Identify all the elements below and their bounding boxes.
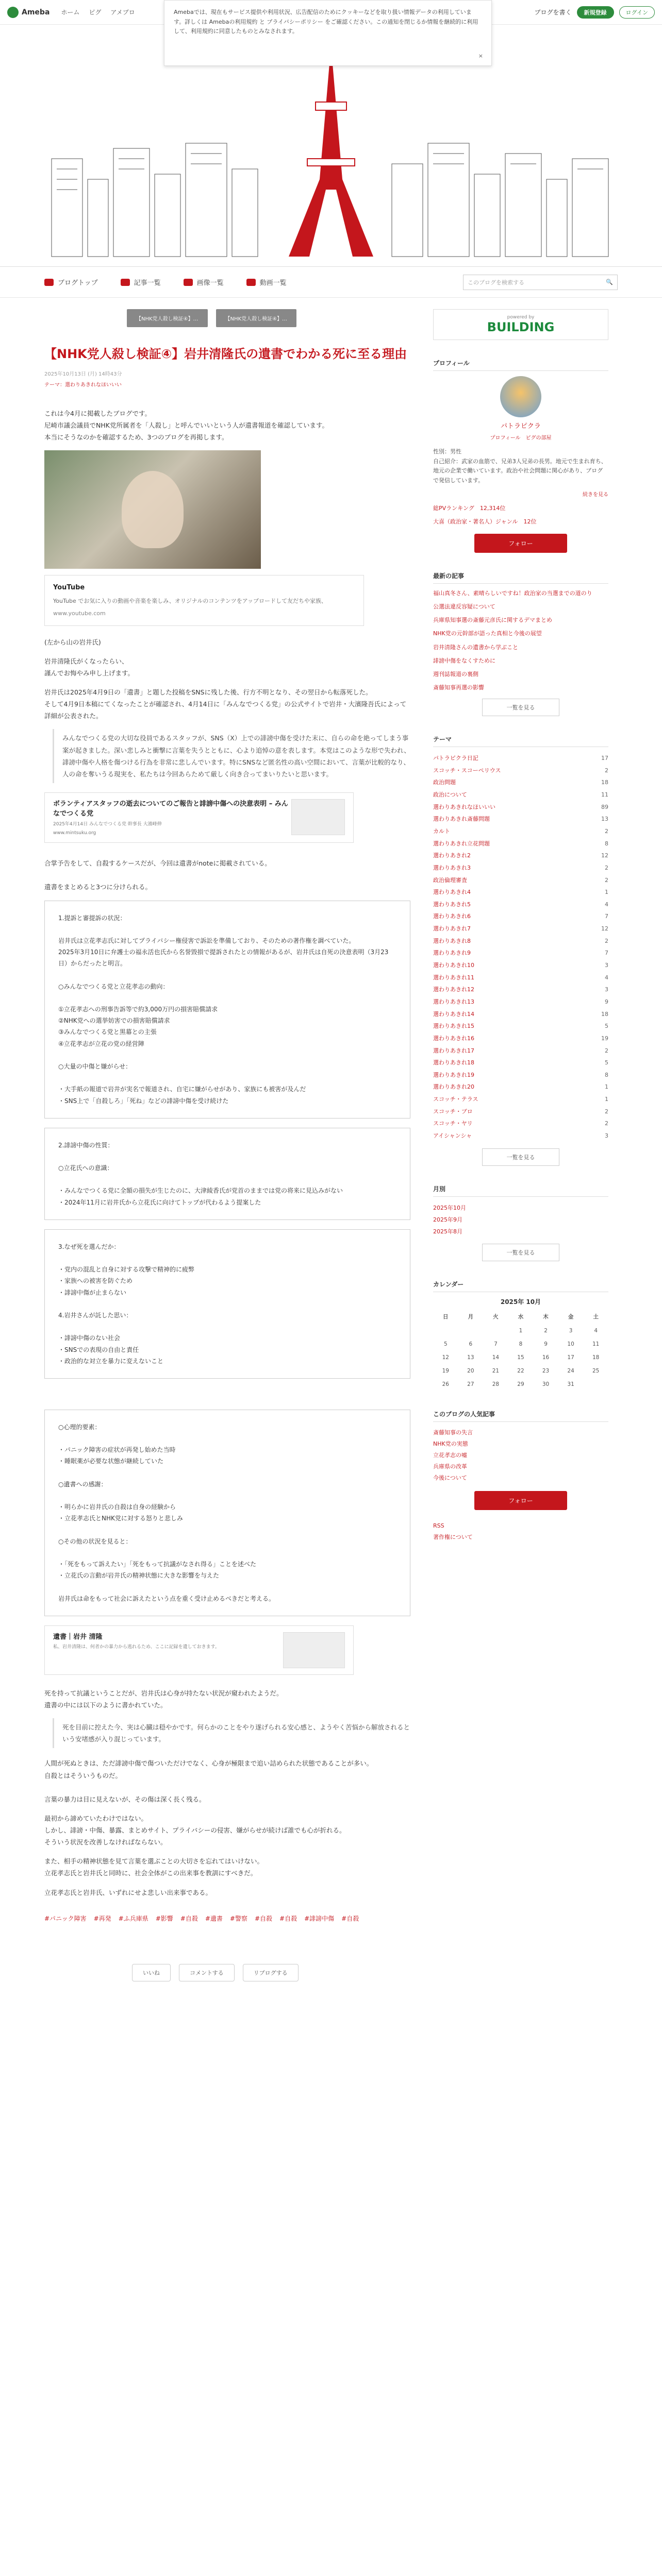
theme-label: 選わりあきれ2 (433, 852, 471, 859)
theme-heading: テーマ (433, 735, 608, 747)
write-blog-link[interactable]: ブログを書く (534, 9, 572, 16)
theme-count: 1 (605, 1083, 608, 1091)
hashtag-list (44, 1914, 410, 1923)
theme-item[interactable] (433, 1045, 608, 1057)
theme-item[interactable] (433, 899, 608, 911)
rss-link[interactable]: RSS (433, 1522, 444, 1529)
theme-label: スコッチ・ヤリ (433, 1120, 473, 1127)
recent-item[interactable]: 福山真冬さん、素晴らしいですね！政治家の当選までの道のり (433, 590, 592, 597)
popular-item[interactable]: 今後について (433, 1474, 467, 1481)
popular-item[interactable]: NHK党の実態 (433, 1440, 468, 1447)
profile-avatar (500, 376, 541, 417)
theme-count: 13 (601, 816, 608, 823)
theme-count: 12 (601, 852, 608, 859)
theme-item[interactable] (433, 874, 608, 887)
theme-label: 選わりあきれ3 (433, 864, 471, 871)
theme-count: 2 (605, 828, 608, 835)
profile-heading: プロフィール (433, 359, 608, 371)
theme-count: 2 (605, 1120, 608, 1127)
calendar-day[interactable]: 12 (442, 1354, 449, 1361)
calendar-day[interactable]: 27 (467, 1381, 474, 1387)
theme-item[interactable] (433, 1081, 608, 1093)
article-column (44, 298, 410, 1981)
calendar-weekday: 火 (493, 1313, 499, 1320)
paragraph: 立花孝志氏と岩井氏、いずれにせよ悲しい出来事である。 (44, 1888, 212, 1896)
theme-count: 12 (601, 925, 608, 933)
archive-item[interactable]: 2025年9月 (433, 1216, 462, 1223)
theme-item[interactable] (433, 838, 608, 850)
article-title: 【NHK党人殺し検証④】岩井清隆氏の遺書でわかる死に至る理由 (44, 347, 407, 361)
profile-links[interactable]: プロフィール ピグの部屋 (490, 435, 552, 441)
theme-count: 1 (605, 889, 608, 896)
theme-count: 2 (605, 767, 608, 774)
calendar-day[interactable]: 17 (567, 1354, 574, 1361)
calendar-weekday: 土 (593, 1313, 599, 1320)
building-banner[interactable]: powered by BUILDING (433, 309, 608, 340)
theme-count: 2 (605, 864, 608, 871)
youtube-card[interactable]: YouTube YouTube でお気に入りの動画や音楽を楽しみ、オリジナルのコンテンツをアップロードして友だちや家族、 www.youtube.com (44, 575, 364, 626)
nav-video-list[interactable]: 動画一覧 (246, 277, 287, 287)
calendar-day[interactable]: 21 (492, 1367, 500, 1374)
theme-label: スコッチ・ブロ (433, 1108, 473, 1115)
theme-item[interactable] (433, 789, 608, 801)
theme-item[interactable] (433, 765, 608, 777)
calendar-weekday: 木 (543, 1313, 549, 1320)
calendar-day[interactable]: 30 (542, 1381, 550, 1387)
calendar-day[interactable]: 6 (469, 1341, 473, 1347)
theme-label: スコッチ・テラス (433, 1096, 478, 1103)
camera-icon (184, 279, 193, 286)
theme-label: アイシャンシャ (433, 1132, 472, 1140)
link-card[interactable]: ボランティアスタッフの逝去についてのご報告と誹謗中傷への決意表明 – みんなでつくる党 2025年4月14日 みんなでつくる党 幹事長 大濱峰伸 www.mintsuku.org (44, 792, 354, 843)
reblog-button[interactable]: リブログする (243, 1964, 299, 1981)
theme-count: 89 (601, 803, 608, 810)
theme-label: 選わりあきれ7 (433, 925, 471, 933)
calendar-day (583, 1378, 608, 1391)
theme-count: 19 (601, 1035, 608, 1042)
article-date: 2025年10月13日 (月) 14時43分 (44, 371, 122, 377)
nav-blog-top[interactable]: ブログトップ (44, 277, 98, 287)
register-button[interactable]: 新規登録 (577, 6, 614, 19)
theme-label: 選わりあきれなほいいい (433, 803, 495, 810)
theme-label: 選わりあきれ立花問題 (433, 840, 490, 847)
theme-count: 3 (605, 1132, 608, 1140)
paragraph: 人間が死ぬときは、ただ誹謗中傷で傷ついただけでなく、心身が極限まで追い詰められた状態であることが多い。 自殺とはそういうものだ。 言葉の暴力は目に見えないが、その傷は深く長く残る。 (44, 1759, 373, 1803)
calendar-day[interactable]: 7 (494, 1341, 498, 1347)
summary-box: 3.なぜ死を選んだか： ・党内の混乱と自身に対する攻撃で精神的に疲弊 ・家族への被害を防ぐため ・誹謗中傷が止まらない 4.岩井さんが託した思い： ・誹謗中傷のない社会 ・SNSでの表現の自由と責任 ・政治的な対立を暴力に変えないこと (44, 1229, 410, 1379)
like-button[interactable]: いいね (132, 1964, 171, 1981)
theme-item[interactable] (433, 886, 608, 899)
theme-label: 選わりあきれ15 (433, 1023, 474, 1030)
comment-button[interactable]: コメントする (179, 1964, 235, 1981)
theme-item[interactable] (433, 1020, 608, 1032)
calendar-day (483, 1324, 508, 1337)
theme-item[interactable] (433, 923, 608, 935)
copyright-link[interactable]: 著作権について (433, 1533, 473, 1540)
prev-article-button[interactable]: 【NHK党人殺し検証④】… (127, 309, 208, 327)
recent-item[interactable]: 週刊誌報道の裏側 (433, 670, 478, 677)
calendar-day (458, 1324, 484, 1337)
theme-item[interactable] (433, 996, 608, 1008)
theme-item[interactable] (433, 959, 608, 972)
profile-text: 性別：男性 自己紹介：武家の血筋で、兄弟3人兄弟の長男。地元で生まれ育ち、地元の企業で働いています。政治や社会問題に関心があり、ブログで発信しています。 (433, 448, 607, 484)
paragraph: 岩井清隆氏がくなったらい、 謹んでお悔やみ申し上げます。 (44, 657, 135, 677)
calendar-day[interactable]: 24 (567, 1367, 574, 1374)
hashtag[interactable]: #自殺 (254, 1914, 273, 1922)
recent-list (433, 589, 608, 692)
recent-item[interactable]: 斎藤知事再選の影響 (433, 684, 484, 691)
link-card[interactable]: 遺書｜岩井 清隆 私、岩井清隆は、何者かの暴力から逃れるため、ここに記録を遺しておきます。 (44, 1625, 354, 1675)
link-thumbnail (283, 1632, 345, 1668)
theme-item[interactable] (433, 1106, 608, 1118)
hashtag[interactable]: #警察 (229, 1914, 247, 1922)
theme-count: 4 (605, 901, 608, 908)
recent-item[interactable]: 岩井清隆さんの遺書から学ぶこと (433, 643, 518, 651)
theme-item[interactable] (433, 1093, 608, 1106)
theme-label: 政治問題 (433, 779, 456, 786)
calendar-day[interactable]: 20 (467, 1367, 474, 1374)
calendar-day[interactable]: 3 (569, 1327, 573, 1334)
theme-label: 選わりあきれ6 (433, 913, 471, 920)
paragraph: 死を持って抗議ということだが、岩井氏は心身が持たない状況が窺われたようだ。 遺書の中には以下のように書かれていた。 (44, 1689, 283, 1709)
theme-item[interactable] (433, 752, 608, 765)
theme-count: 11 (601, 791, 608, 799)
theme-item[interactable] (433, 862, 608, 874)
theme-label: 選わりあきれ4 (433, 889, 471, 896)
calendar-day[interactable]: 23 (542, 1367, 550, 1374)
calendar-day[interactable]: 10 (567, 1341, 574, 1347)
popular-list (433, 1427, 608, 1484)
theme-count: 2 (605, 1108, 608, 1115)
hashtag[interactable]: #自殺 (180, 1914, 198, 1922)
archive-heading: 月別 (433, 1184, 608, 1197)
theme-label: 選わりあきれ斎藤問題 (433, 816, 490, 823)
theme-count: 9 (605, 998, 608, 1005)
theme-label: 選わりあきれ20 (433, 1083, 474, 1091)
calendar-day[interactable]: 14 (492, 1354, 500, 1361)
paragraph: 岩井氏は2025年4月9日の「遺書」と題した投稿をSNSに残した後、行方不明となり、その翌日から転落死した。 そして4月9日本稿にてくなったことが確認され、4月14日に「みんなでつくる党」の公式サイトで岩井・大濱隆吾氏によって詳細が公表された。 (44, 688, 407, 720)
follow-button[interactable]: フォロー (474, 534, 567, 553)
calendar-day[interactable]: 22 (517, 1367, 524, 1374)
theme-count: 18 (601, 779, 608, 786)
calendar (433, 1309, 608, 1391)
cookie-text: Amebaでは、現在もサービス提供や利用状況、広告配信のためにクッキーなどを取り扱い情報データの利用しています。詳しくは Amebaの利用規約 と プライバシーポリシー をご確認ください。この通知を閉じるか情報を継続的に利用して、利用規約に同意したものとみなされます。 (174, 9, 478, 35)
footer-links (433, 1520, 608, 1543)
theme-count: 2 (605, 876, 608, 884)
theme-item[interactable] (433, 947, 608, 959)
theme-count: 3 (605, 986, 608, 993)
nav-entry-list[interactable]: 記事一覧 (121, 277, 161, 287)
theme-label: 政治倫理審査 (433, 876, 467, 884)
calendar-day[interactable]: 9 (544, 1341, 548, 1347)
summary-box: 1.提訴と審提訴の状況： 岩井氏は立花孝志氏に対してプライバシー権侵害で訴訟を準備しており、そのための著作権を調べていた。 2025年3月10日に弁護士の福永活也氏から名誉毀損で提訴されたとの情報があるが、岩井氏は自死の決意表明（3月23日）からだったと明言。 ○みんなでつくる党と立花孝志の動向： ①立花孝志への刑事告訴等で約3,000万円の損害賠償請求 ②NHK党への選挙妨害での損害賠償請求 ③みんなでつくる党と黒幕との主張 ④立花孝志が立花の党の経営陣 ○大量の中傷と嫌がらせ： ・大手紙の報道で岩井が実名で報道され、自宅に嫌がらせがあり、家族にも被害が及んだ ・SNS上で「自殺しろ」「死ね」などの誹謗中傷を受け続けた (44, 901, 410, 1118)
calendar-day[interactable]: 8 (519, 1341, 523, 1347)
hashtag[interactable]: #誹謗中傷 (304, 1914, 335, 1922)
theme-count: 8 (605, 840, 608, 847)
summary-box: 2.誹謗中傷の性質： ○立花氏への意識： ・みんなでつくる党に全額の損失が生じたのに、大津綾香氏が党首のままでは党の将来に見込みがない ・2024年11月に岩井氏から立花氏に向けてトップが代わるよう提案した (44, 1128, 410, 1220)
cookie-close-button[interactable]: × (478, 53, 483, 60)
theme-count: 2 (605, 1047, 608, 1054)
archive-more-button[interactable]: 一覧を見る (482, 1244, 559, 1261)
video-icon (246, 279, 256, 286)
recent-item[interactable]: NHK党の元幹部が語った真相と今後の展望 (433, 630, 542, 637)
profile-more-link[interactable]: 続きを見る (583, 492, 608, 498)
theme-item[interactable] (433, 1117, 608, 1130)
home-icon (44, 279, 54, 286)
article-photo (44, 450, 261, 569)
recent-item[interactable]: 兵庫県知事選の斎藤元彦氏に関するデマまとめ (433, 617, 552, 624)
hashtag[interactable]: #影響 (155, 1914, 173, 1922)
archive-item[interactable]: 2025年10月 (433, 1204, 466, 1211)
calendar-day[interactable]: 19 (442, 1367, 449, 1374)
theme-more-button[interactable]: 一覧を見る (482, 1148, 559, 1166)
theme-label: 選わりあきれ17 (433, 1047, 474, 1054)
theme-list (433, 752, 608, 1142)
theme-label: 選わりあきれ5 (433, 901, 471, 908)
hashtag[interactable]: #自殺 (279, 1914, 297, 1922)
theme-count: 4 (605, 974, 608, 981)
recent-item[interactable]: 公選法違反容疑について (433, 603, 495, 611)
nav-pigg[interactable]: ピグ (89, 9, 102, 16)
profile-name[interactable]: パトラピクラ (501, 422, 541, 430)
sidebar (433, 298, 608, 1981)
login-button[interactable]: ログイン (619, 6, 655, 19)
nav-image-list[interactable]: 画像一覧 (184, 277, 224, 287)
calendar-weekday: 月 (468, 1313, 474, 1320)
blockquote: 死を目前に控えた今、実は心臓は穏やかです。何らかのことをやり遂げられる安心感と、ようやく苦悩から解放されるという安堵感が入り混じっています。 (53, 1718, 410, 1748)
theme-item[interactable] (433, 984, 608, 996)
theme-label: 選わりあきれ19 (433, 1071, 474, 1078)
calendar-day[interactable]: 29 (517, 1381, 524, 1387)
hashtag[interactable]: #遺書 (205, 1914, 223, 1922)
theme-label: 選わりあきれ18 (433, 1059, 474, 1066)
article-body (44, 408, 410, 1899)
paragraph: これは今4月に掲載したブログです。 尼崎市議会議員でNHK党所属者を「人殺し」と呼んでいいという人が遺書報道を確認しています。 本当にそうなのかを確認するため、3つのブログを再掲します。 (44, 409, 328, 441)
paragraph: 最初から諦めていたわけではない。 しかし、誹謗・中傷、暴露、まとめサイト、プライバシーの侵害、嫌がらせが続けば誰でも心が折れる。 そういう状況を改善しなければならない。 (44, 1814, 346, 1846)
theme-count: 3 (605, 962, 608, 969)
article-theme-link[interactable]: テーマ：選わりあきれなほいいい (44, 382, 122, 388)
calendar-day[interactable]: 26 (442, 1381, 449, 1387)
calendar-month: 2025年 10月 (500, 1298, 541, 1306)
search-icon[interactable]: 🔍 (606, 279, 613, 285)
theme-label: 選わりあきれ12 (433, 986, 474, 993)
theme-label: 選わりあきれ11 (433, 974, 474, 981)
ameba-top-nav (61, 8, 135, 16)
theme-label: パトラピクラ日記 (433, 755, 478, 762)
theme-item[interactable] (433, 1057, 608, 1069)
summary-box: ○心理的要素： ・パニック障害の症状が再発し始めた当時 ・睡眠薬が必要な状態が継続していた ○遺書への感謝： ・明らかに岩井氏の自殺は自身の経験から ・立花孝志氏とNHK党に対する怒りと悲しみ ○その他の状況を見ると： ・「死をもって訴えたい」「死をもって抗議がなされ得る」ことを述べた ・立花氏の言動が岩井氏の精神状態に大きな影響を与えた 岩井氏は命をもって社会に訴えたという点を重く受け止めるべきだと考える。 (44, 1410, 410, 1616)
theme-item[interactable] (433, 825, 608, 838)
list-icon (121, 279, 130, 286)
theme-item[interactable] (433, 1008, 608, 1021)
paragraph: また、相手の精神状態を見て言葉を選ぶことの大切さを忘れてはいけない。 立花孝志氏と岩井氏と同時に、社会全体がこの出来事を教訓にすべきだ。 (44, 1857, 264, 1877)
calendar-day[interactable]: 5 (443, 1341, 448, 1347)
nav-home[interactable]: ホーム (61, 9, 80, 16)
calendar-day[interactable]: 1 (519, 1327, 523, 1334)
calendar-day[interactable]: 31 (567, 1381, 574, 1387)
calendar-day[interactable]: 11 (592, 1341, 600, 1347)
calendar-weekday: 日 (443, 1313, 449, 1320)
hashtag[interactable]: #自殺 (341, 1914, 359, 1922)
theme-label: 選わりあきれ9 (433, 950, 471, 957)
archive-item[interactable]: 2025年8月 (433, 1228, 462, 1235)
theme-count: 17 (601, 755, 608, 762)
hashtag[interactable]: #ふ兵庫県 (118, 1914, 148, 1922)
nav-ameblo[interactable]: アメブロ (110, 9, 135, 16)
theme-count: 1 (605, 1096, 608, 1103)
calendar-heading: カレンダー (433, 1280, 608, 1292)
calendar-day[interactable]: 16 (542, 1354, 550, 1361)
article-pager (127, 309, 410, 327)
ranking-stats: 総PVランキング 12,314位 大喜（政治家・著名人）ジャンル 12位 (433, 504, 537, 525)
theme-item[interactable] (433, 1069, 608, 1081)
ameba-logo[interactable]: Ameba (7, 7, 49, 18)
theme-item[interactable] (433, 850, 608, 862)
theme-count: 5 (605, 1023, 608, 1030)
theme-label: 政治について (433, 791, 467, 799)
theme-label: 選わりあきれ8 (433, 937, 471, 944)
theme-count: 8 (605, 1071, 608, 1078)
theme-item[interactable] (433, 801, 608, 814)
popular-item[interactable]: 兵庫県の改革 (433, 1463, 467, 1470)
calendar-day[interactable]: 18 (592, 1354, 600, 1361)
theme-item[interactable] (433, 935, 608, 947)
recent-item[interactable]: 誹謗中傷をなくすために (433, 657, 495, 664)
theme-count: 2 (605, 937, 608, 944)
calendar-day[interactable]: 28 (492, 1381, 500, 1387)
theme-count: 7 (605, 950, 608, 957)
theme-item[interactable] (433, 813, 608, 825)
popular-item[interactable]: 立花孝志の嘘 (433, 1451, 467, 1459)
calendar-day (433, 1324, 458, 1337)
theme-label: 選わりあきれ13 (433, 998, 474, 1005)
theme-label: カルト (433, 828, 450, 835)
theme-count: 7 (605, 913, 608, 920)
blockquote: みんなでつくる党の大切な役員であるスタッフが、SNS（X）上での誹謗中傷を受けた末に、自らの命を絶ってしまう事案が起きました。深い悲しみと衝撃に言葉を失うとともに、心より追悼の意を表します。本党はこのような形で失われ、誹謗中傷や人格を傷つける行為を非常に悲しんでいます。特にSNSなど匿名性の高い空間において、言葉が比較的なり、人の命を奪いうる現実を、私たちは今回あらためて厳しく向き合ってまいりたいと思います。 (53, 729, 410, 783)
link-thumbnail (291, 799, 345, 835)
archive-list (433, 1202, 608, 1238)
calendar-day[interactable]: 25 (592, 1367, 600, 1374)
theme-label: スコッチ・スコーペリウス (433, 767, 501, 774)
next-article-button[interactable]: 【NHK党人殺し検証④】… (216, 309, 297, 327)
calendar-day[interactable]: 15 (517, 1354, 524, 1361)
popular-heading: このブログの人気記事 (433, 1410, 608, 1422)
blog-nav (0, 267, 662, 298)
calendar-day[interactable]: 13 (467, 1354, 474, 1361)
blog-search-input[interactable]: このブログを検索する 🔍 (463, 275, 618, 290)
popular-item[interactable]: 斎藤知事の失言 (433, 1429, 473, 1436)
recent-heading: 最新の記事 (433, 571, 608, 584)
theme-label: 選わりあきれ16 (433, 1035, 474, 1042)
follow-button-2[interactable]: フォロー (474, 1491, 567, 1510)
paragraph: 合掌予告をして、自殺するケースだが、今回は遺書がnoteに掲載されている。 遺書をまとめると3つに分けられる。 (44, 859, 271, 891)
photo-caption: (左から山の岩井氏) (44, 638, 101, 646)
theme-item[interactable] (433, 1032, 608, 1045)
recent-more-button[interactable]: 一覧を見る (482, 699, 559, 716)
theme-item[interactable] (433, 972, 608, 984)
calendar-weekday: 水 (518, 1313, 524, 1320)
theme-label: 選わりあきれ10 (433, 962, 474, 969)
hashtag[interactable]: #パニック障害 (44, 1914, 87, 1922)
cookie-notice (164, 0, 492, 66)
hashtag[interactable]: #再発 (93, 1914, 111, 1922)
theme-count: 5 (605, 1059, 608, 1066)
theme-item[interactable] (433, 910, 608, 923)
theme-item[interactable] (433, 1130, 608, 1142)
calendar-day[interactable]: 4 (594, 1327, 598, 1334)
theme-item[interactable] (433, 776, 608, 789)
ameba-logo-icon (7, 7, 19, 18)
calendar-day[interactable]: 2 (544, 1327, 548, 1334)
calendar-weekday: 金 (568, 1313, 574, 1320)
reaction-bar (132, 1964, 410, 1981)
theme-label: 選わりあきれ14 (433, 1010, 474, 1018)
theme-count: 18 (601, 1010, 608, 1018)
